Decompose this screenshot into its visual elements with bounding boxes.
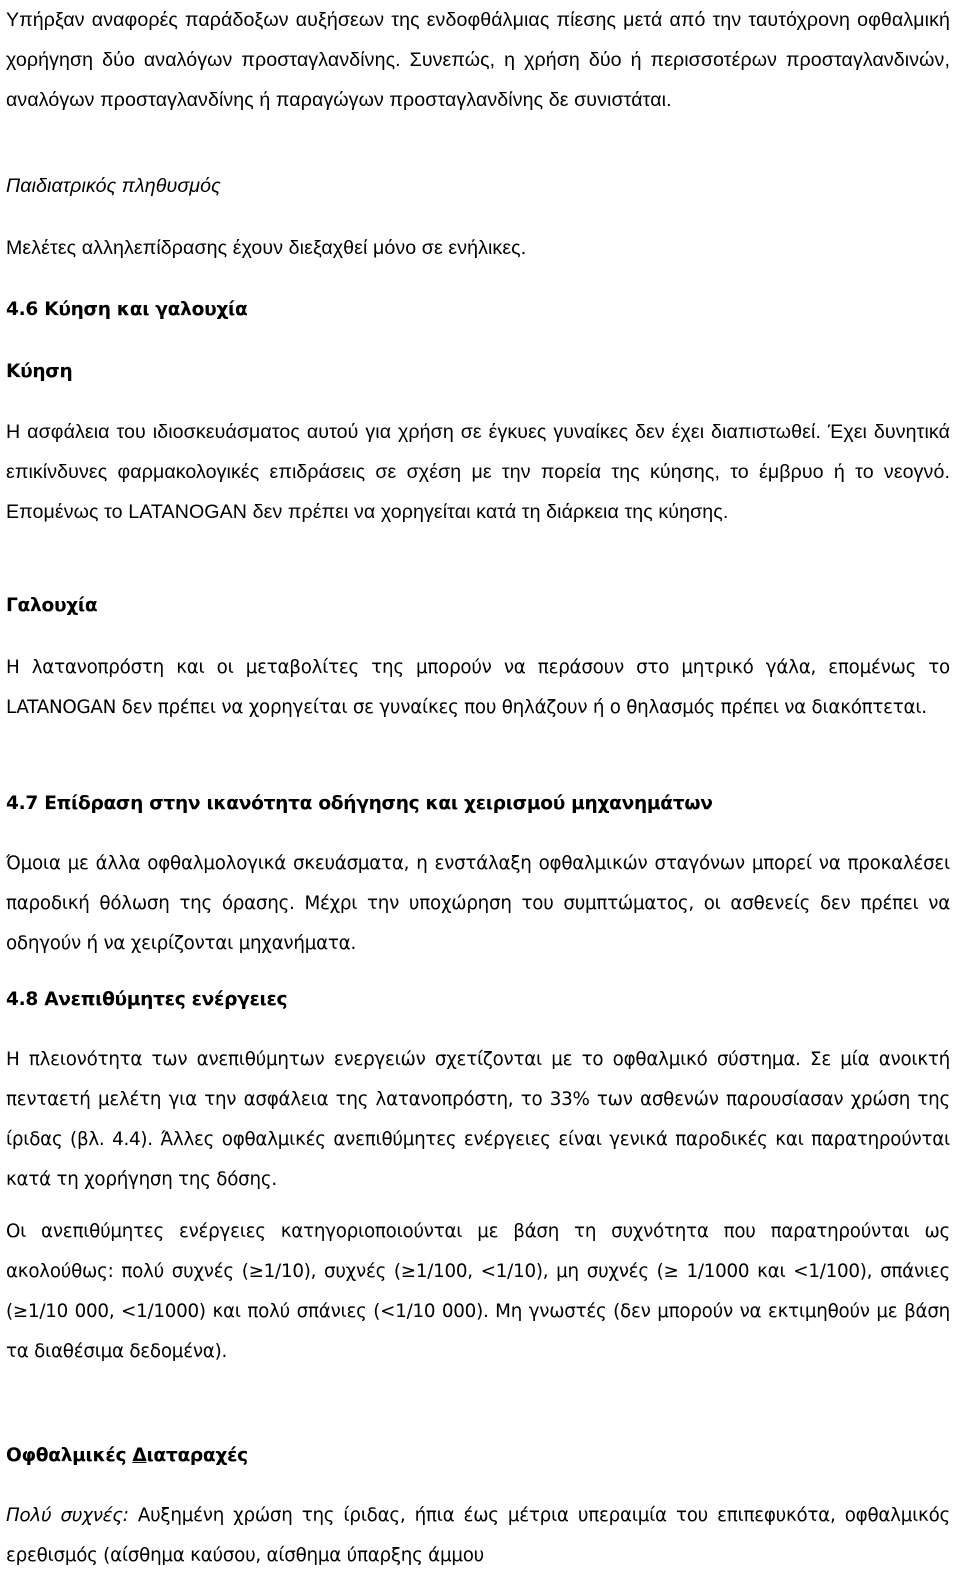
paragraph-adverse-reactions: Η πλειονότητα των ανεπιθύμητων ενεργειών σχετίζονται με το οφθαλμικό σύστημα. Σε μία ανοικτή πενταετή μελέτη για την ασφάλεια της λατανοπρόστη, το 33% των ασθενών παρουσίασαν χρώση της ίριδας (βλ. 4.4). Άλλες οφθαλμικές ανεπιθύμητες ενέργειες είναι γενικά παροδικές και παρατηρούνται κατά τη χορήγηση της δόσης. xyxy=(6,1049,950,1190)
paragraph-frequency-categories: Οι ανεπιθύμητες ενέργειες κατηγοριοποιούνται με βάση τη συχνότητα που παρατηρούνται ως ακολούθως: πολύ συχνές (≥1/10), συχνές (≥1/100, <1/10), μη συχνές (≥ 1/1000 και <1/100), σπάνιες (≥1/10 000, <1/1000) και πολύ σπάνιες (<1/10 000). Μη γνωστές (δεν μπορούν να εκτιμηθούν με βάση τα διαθέσιμα δεδομένα). xyxy=(6,1221,950,1362)
eye-disorders-text: Αυξημένη χρώση της ίριδας, ήπια έως μέτρια υπεραιμία του επιπεφυκότα, οφθαλμικός ερεθισμός (αίσθημα καύσου, αίσθημα ύπαρξης άμμου xyxy=(6,1505,950,1566)
paragraph-intro: Υπήρξαν αναφορές παράδοξων αυξήσεων της ενδοφθάλμιας πίεσης μετά από την ταυτόχρονη οφθαλμική χορήγηση δύο αναλόγων προσταγλανδίνης. Συνεπώς, η χρήση δύο ή περισσοτέρων προσταγλανδινών, αναλόγων προσταγλανδίνης ή παραγώγων προσταγλανδίνης δε συνιστάται. xyxy=(6,9,950,111)
subheading-lactation: Γαλουχία xyxy=(6,595,98,616)
paragraph-lactation: Η λατανοπρόστη και οι μεταβολίτες της μπορούν να περάσουν στο μητρικό γάλα, επομένως το LATANOGAN δεν πρέπει να χορηγείται σε γυναίκες που θηλάζουν ή ο θηλασμός πρέπει να διακόπτεται. xyxy=(6,657,950,718)
paragraph-eye-disorders xyxy=(6,1496,950,1576)
section-heading-4-7: 4.7 Επίδραση στην ικανότητα οδήγησης και χειρισμού μηχανημάτων xyxy=(6,793,713,814)
eye-heading-prefix: Οφθαλμικές xyxy=(6,1445,133,1466)
eye-heading-suffix: ιαταραχές xyxy=(146,1445,248,1466)
section-heading-4-6: 4.6 Κύηση και γαλουχία xyxy=(6,299,248,320)
paragraph-pregnancy: Η ασφάλεια του ιδιοσκευάσματος αυτού για χρήση σε έγκυες γυναίκες δεν έχει διαπιστωθεί. Έχει δυνητικά επικίνδυνες φαρμακολογικές επιδράσεις σε σχέση με την πορεία της κύησης, το έμβρυο ή το νεογνό. Επομένως το LATANOGAN δεν πρέπει να χορηγείται κατά τη διάρκεια της κύησης. xyxy=(6,421,950,523)
paragraph-driving: Όμοια με άλλα οφθαλμολογικά σκευάσματα, η ενστάλαξη οφθαλμικών σταγόνων μπορεί να προκαλέσει παροδική θόλωση της όρασης. Μέχρι την υποχώρηση του συμπτώματος, οι ασθενείς δεν πρέπει να οδηγούν ή να χειρίζονται μηχανήματα. xyxy=(6,853,950,954)
eye-heading-underlined-letter: Δ xyxy=(132,1445,147,1466)
paragraph-pediatric: Μελέτες αλληλεπίδρασης έχουν διεξαχθεί μόνο σε ενήλικες. xyxy=(6,237,527,259)
subheading-eye-disorders xyxy=(6,1436,950,1476)
subheading-pregnancy: Κύηση xyxy=(6,361,73,382)
subheading-pediatric: Παιδιατρικός πληθυσμός xyxy=(6,175,221,197)
frequency-label-very-common: Πολύ συχνές: xyxy=(6,1505,129,1526)
section-heading-4-8: 4.8 Ανεπιθύμητες ενέργειες xyxy=(6,989,288,1010)
